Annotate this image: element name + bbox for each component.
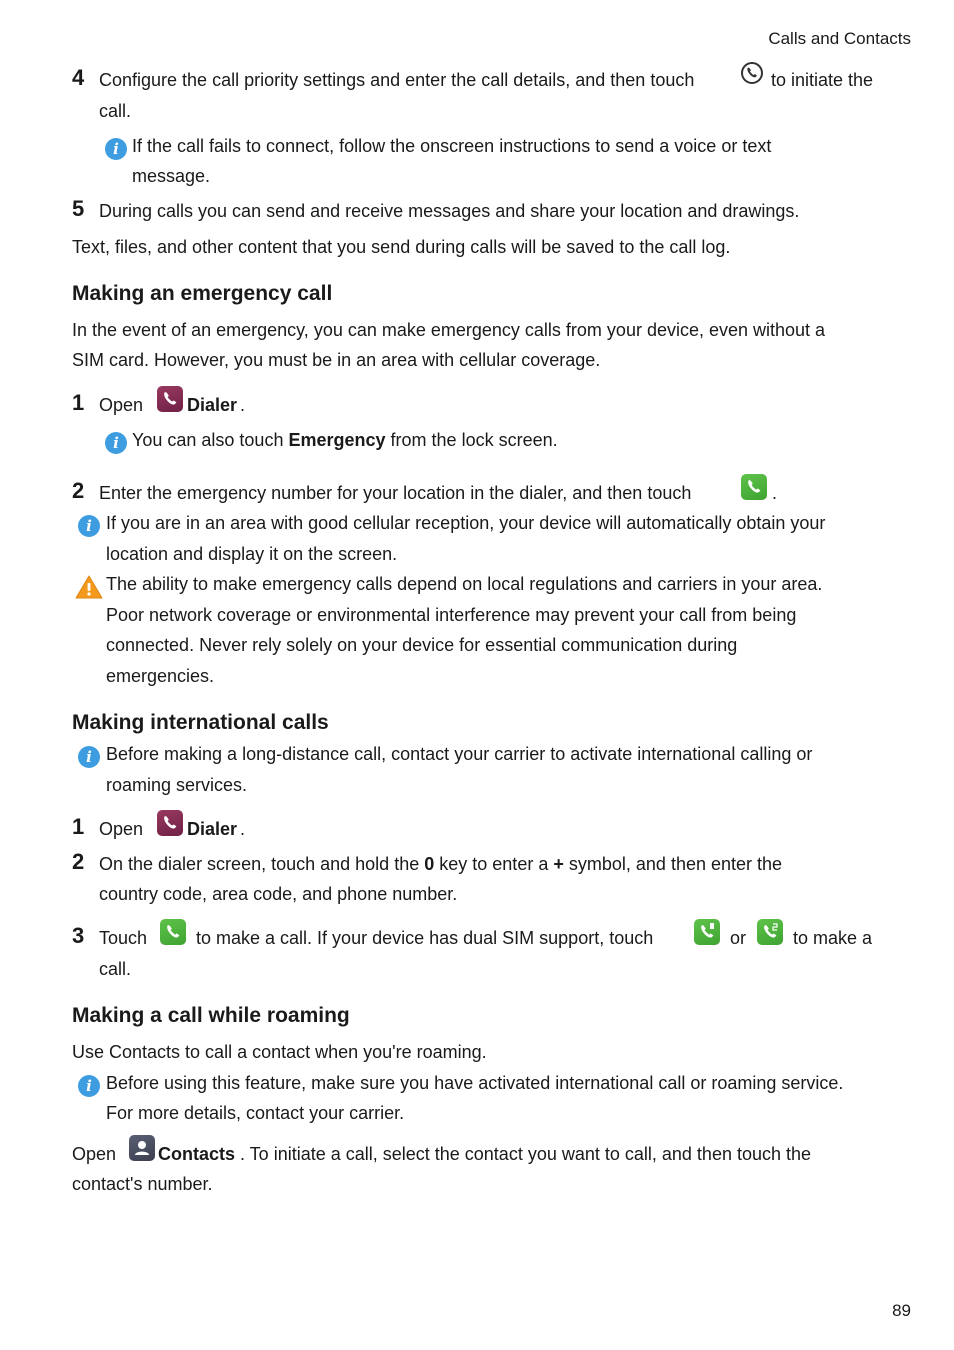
paragraph: In the event of an emergency, you can make emergency calls from your device, even without a (72, 320, 826, 340)
step-text: to make a (793, 928, 873, 948)
note-text: For more details, contact your carrier. (106, 1103, 405, 1123)
dialer-app-icon (157, 810, 183, 836)
app-name: Dialer (187, 395, 238, 415)
paragraph: contact's number. (72, 1174, 213, 1194)
app-name: Dialer (187, 819, 238, 839)
step-text: Open (99, 395, 144, 415)
app-name: Contacts (158, 1144, 236, 1164)
paragraph: Use Contacts to call a contact when you're roaming. (72, 1042, 487, 1062)
paragraph: . To initiate a call, select the contact you want to call, and then touch the (240, 1144, 812, 1164)
section-heading: Making a call while roaming (72, 1004, 350, 1027)
warning-text: connected. Never rely solely on your device for essential communication during (106, 635, 738, 655)
note-text: You can also touch Emergency from the lock screen. (132, 430, 558, 450)
step-number: 1 (72, 814, 85, 839)
note-text: Before making a long-distance call, contact your carrier to activate international calling or (106, 744, 813, 764)
dialer-app-icon (157, 386, 183, 412)
info-icon: i (78, 515, 100, 537)
info-icon: i (78, 1075, 100, 1097)
step-number: 2 (72, 849, 85, 874)
paragraph: Open (72, 1144, 117, 1164)
step-text: call. (99, 959, 132, 979)
note-text: roaming services. (106, 775, 248, 795)
note-text: location and display it on the screen. (106, 544, 398, 564)
green-call-icon (160, 919, 186, 945)
page-number: 89 (892, 1301, 911, 1320)
section-heading: Making international calls (72, 711, 329, 734)
page-header-section: Calls and Contacts (768, 29, 911, 48)
sim2-call-icon (757, 919, 783, 945)
paragraph: SIM card. However, you must be in an area with cellular coverage. (72, 350, 601, 370)
info-icon: i (105, 138, 127, 160)
step-number: 4 (72, 65, 85, 90)
step-number: 3 (72, 923, 85, 948)
step-text: During calls you can send and receive messages and share your location and drawings. (99, 201, 800, 221)
step-text: Open (99, 819, 144, 839)
punctuation: . (240, 395, 246, 415)
step-text: or (730, 928, 747, 948)
info-icon: i (78, 746, 100, 768)
paragraph: Text, files, and other content that you send during calls will be saved to the call log. (72, 237, 731, 257)
step-text: On the dialer screen, touch and hold the 0 key to enter a + symbol, and then enter the (99, 854, 783, 874)
section-heading: Making an emergency call (72, 282, 333, 305)
punctuation: . (772, 483, 778, 503)
step-text: Touch (99, 928, 148, 948)
warning-text: emergencies. (106, 666, 215, 686)
step-text: country code, area code, and phone number. (99, 884, 458, 904)
step-number: 2 (72, 478, 85, 503)
step-text: Enter the emergency number for your location in the dialer, and then touch (99, 483, 692, 503)
step-text: to initiate the (771, 70, 874, 90)
step-text: call. (99, 101, 132, 121)
phone-circle-icon (741, 62, 763, 84)
warning-text: The ability to make emergency calls depend on local regulations and carriers in your area. (106, 574, 823, 594)
note-text: message. (132, 166, 211, 186)
punctuation: . (240, 819, 246, 839)
warning-text: Poor network coverage or environmental interference may prevent your call from being (106, 605, 797, 625)
note-text: If the call fails to connect, follow the onscreen instructions to send a voice or text (132, 136, 772, 156)
info-icon: i (105, 432, 127, 454)
contacts-app-icon (129, 1135, 155, 1161)
step-number: 5 (72, 196, 85, 221)
step-number: 1 (72, 390, 85, 415)
note-text: If you are in an area with good cellular reception, your device will automatically obtain your (106, 513, 826, 533)
note-text: Before using this feature, make sure you have activated international call or roaming service. (106, 1073, 844, 1093)
sim1-call-icon (694, 919, 720, 945)
warning-icon (75, 575, 103, 604)
step-text: to make a call. If your device has dual SIM support, touch (196, 928, 654, 948)
green-call-icon (741, 474, 767, 500)
step-text: Configure the call priority settings and enter the call details, and then touch (99, 70, 695, 90)
